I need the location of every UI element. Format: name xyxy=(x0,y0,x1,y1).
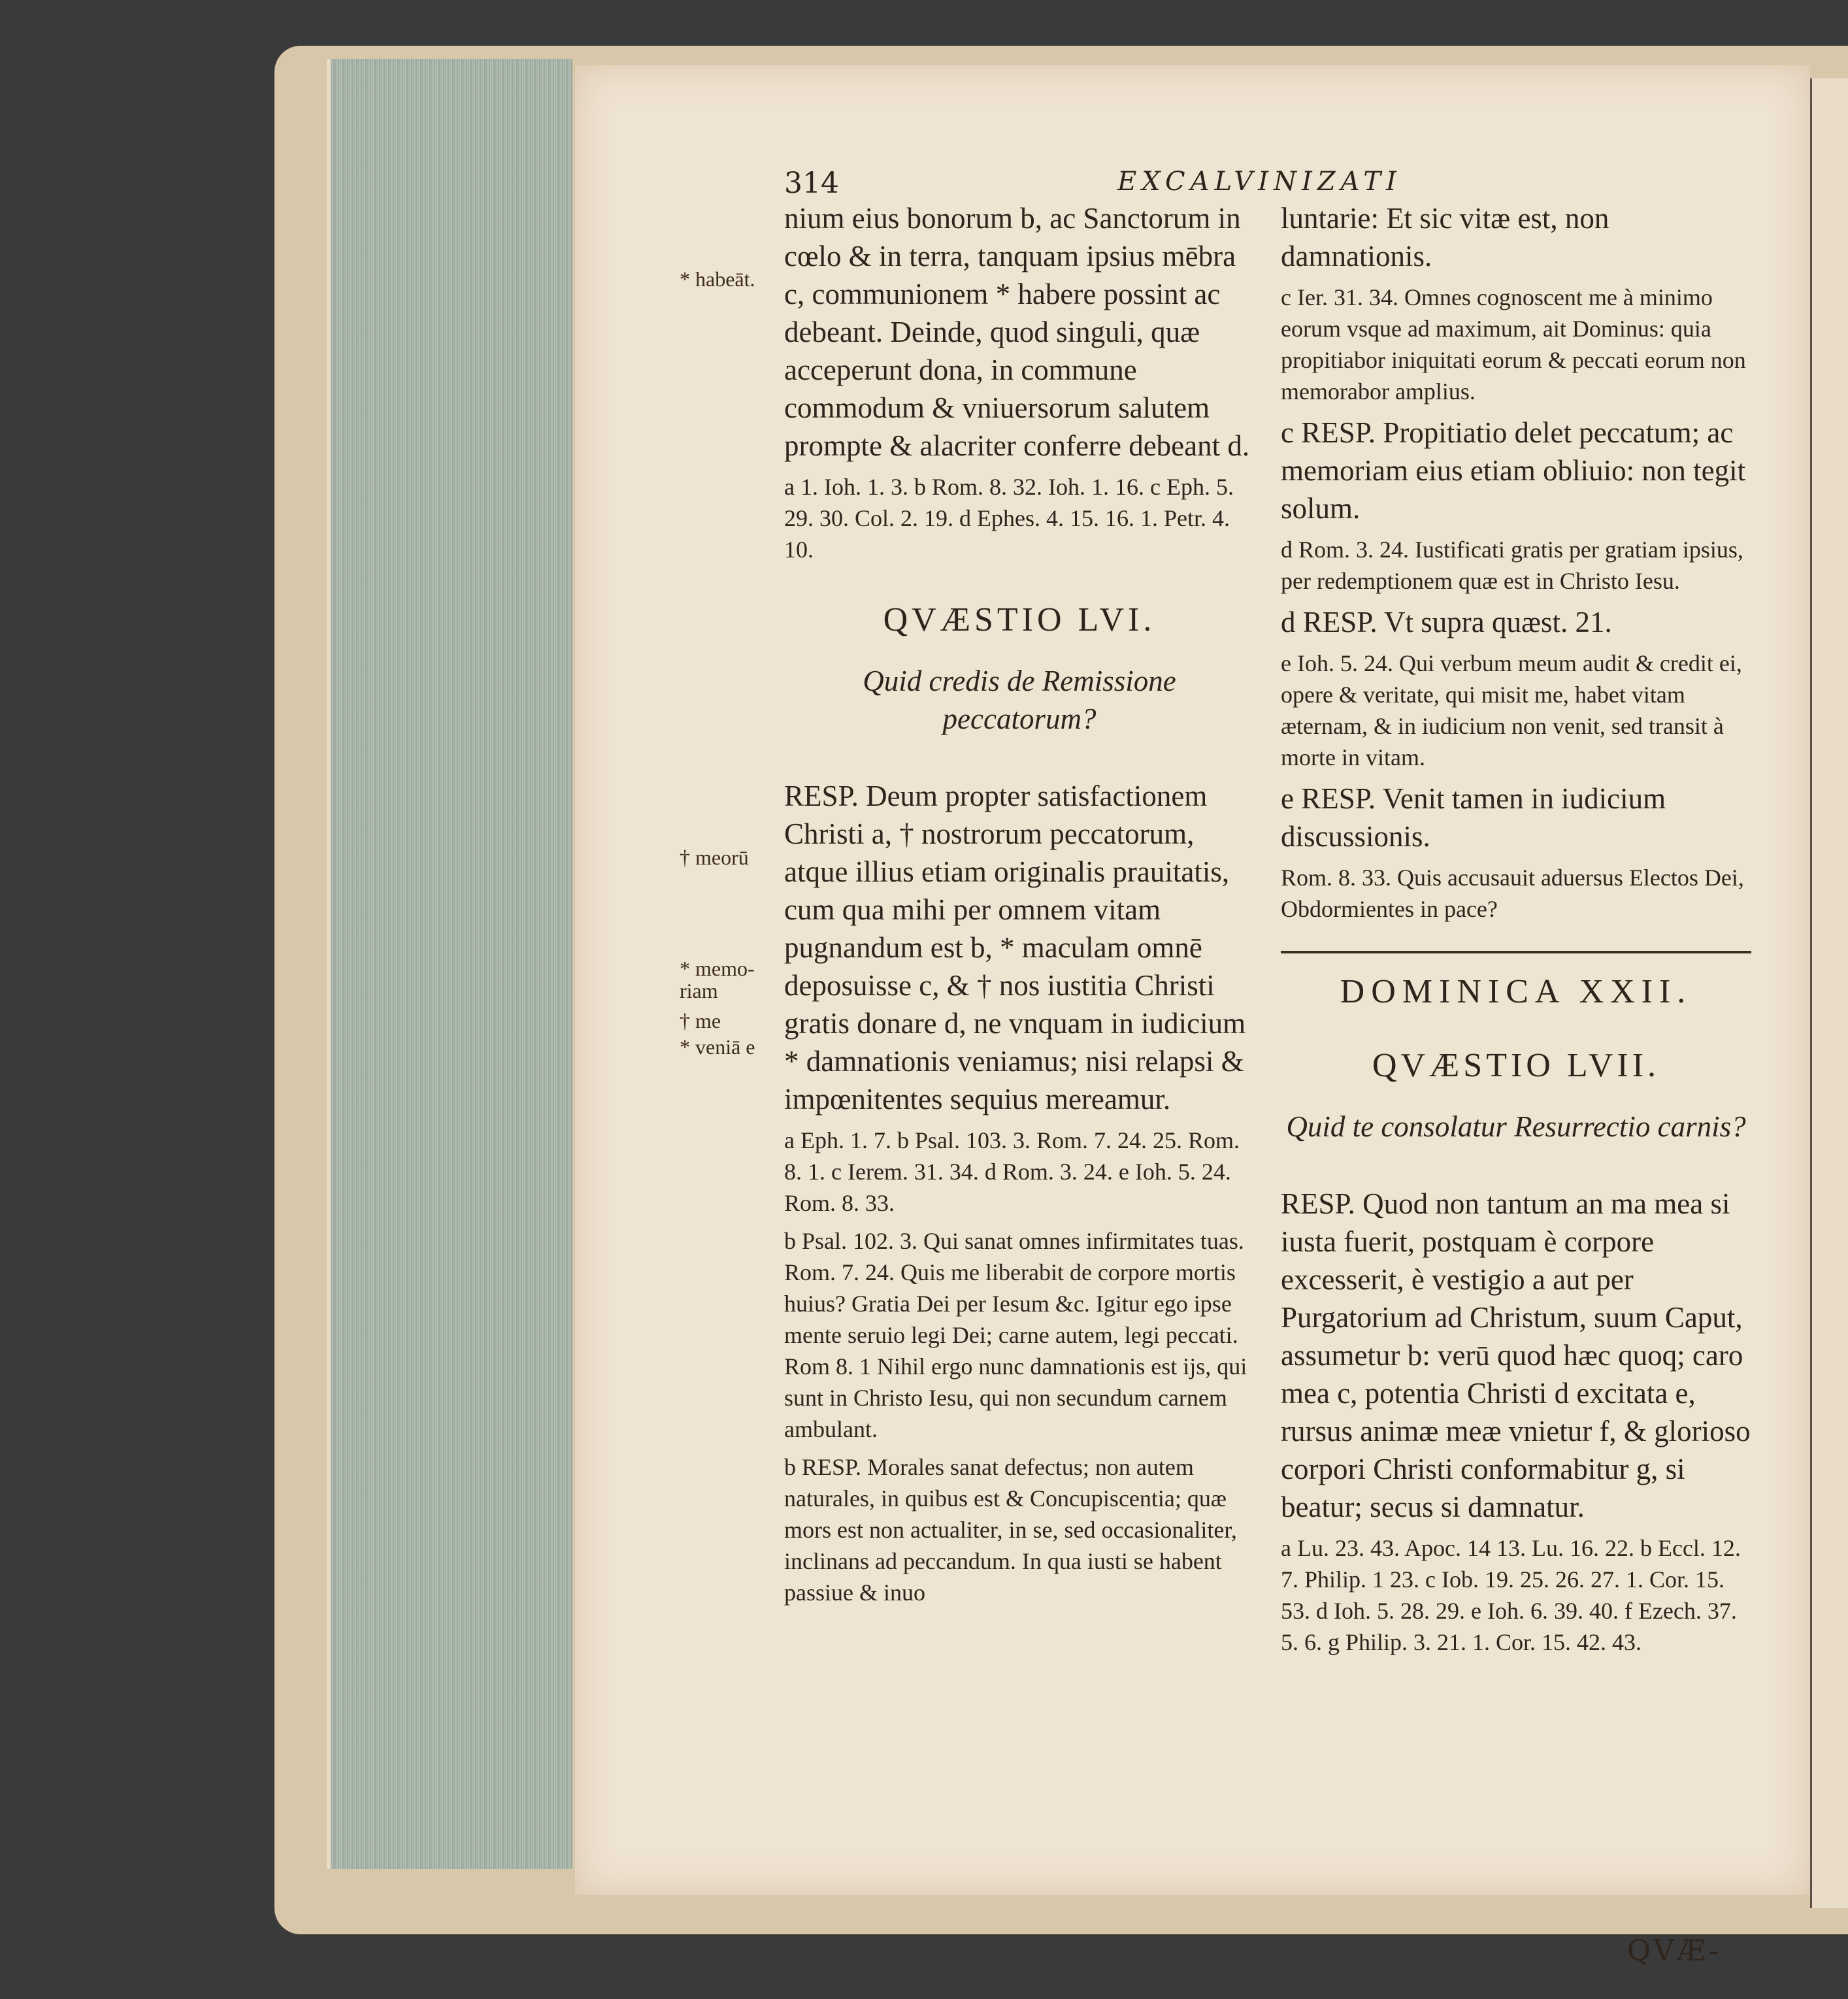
question-heading: QVÆSTIO LVII. xyxy=(1372,1047,1660,1084)
running-title: EXCALVINIZATI xyxy=(1117,167,1402,197)
footnote: c Ier. 31. 34. Omnes cognoscent me à minimo eorum vsque ad maximum, ait Dominus: quia propitiabor iniquitati eorum & peccati eorum non memorabor amplius. xyxy=(1281,284,1746,405)
continuation-text: luntarie: Et sic vitæ est, non damnationis. xyxy=(1281,202,1609,273)
right-column xyxy=(1281,199,1751,1664)
response-note: c RESP. Propitiatio delet peccatum; ac memoriam eius etiam obliuio: non tegit solum. xyxy=(1281,416,1746,525)
facing-page-edge xyxy=(1810,78,1848,1908)
references: a Lu. 23. 43. Apoc. 14 13. Lu. 16. 22. b Eccl. 12. 7. Philip. 1 23. c Iob. 19. 25. 26. 27. 1. Cor. 15. 53. d Ioh. 5. 28. 29. e Ioh. 6. 39. 40. f Ezech. 37. 5. 6. g Philip. 3. 21. 1. Cor. 15. 42. 43. xyxy=(1281,1535,1741,1655)
response-paragraph: RESP. Quod non tantum an ma mea si iusta fuerit, postquam è corpore excesserit, è vestigio a aut per Purgatorium ad Christum, suum Caput, assumetur b: verū quod hæc quoq; caro mea c, potentia Christi d excitata e, rursus animæ meæ vnietur f, & glorioso corpori Christi conformabitur g, si beatur; secus si damnatur. xyxy=(1281,1187,1751,1523)
question-text: Quid credis de Remissione peccatorum? xyxy=(863,665,1176,735)
left-column xyxy=(784,199,1255,1615)
margin-note: * veniā e xyxy=(680,1035,755,1059)
page-fore-edge xyxy=(327,59,572,1869)
margin-note: * habeāt. xyxy=(680,267,755,291)
footnote: b RESP. Morales sanat defectus; non autem naturales, in quibus est & Concupiscentia; quæ mors est non actualiter, in se, sed occasionaliter, inclinans ad peccandum. In qua iusti se habent passiue & inuo xyxy=(784,1454,1237,1606)
references: a Eph. 1. 7. b Psal. 103. 3. Rom. 7. 24. 25. Rom. 8. 1. c Ierem. 31. 34. d Rom. 3. 24. e Ioh. 5. 24. Rom. 8. 33. xyxy=(784,1127,1240,1216)
footnote: b Psal. 102. 3. Qui sanat omnes infirmitates tuas. Rom. 7. 24. Quis me liberabit de corpore mortis huius? Gratia Dei per Iesum &c. Igitur ego ipse mente seruio legi Dei; carne autem, legi peccati. Rom 8. 1 Nihil ergo nunc damnationis est ijs, qui sunt in Christo Iesu, qui non secundum carnem ambulant. xyxy=(784,1228,1247,1442)
question-text: Quid te consolatur Resurrectio carnis? xyxy=(1286,1110,1746,1143)
footnote: d Rom. 3. 24. Iustificati gratis per gratiam ipsius, per redemptionem quæ est in Christo Iesu. xyxy=(1281,537,1743,594)
section-rule xyxy=(1281,951,1751,953)
question-heading: QVÆSTIO LVI. xyxy=(883,601,1156,638)
margin-note: * memo-riam xyxy=(680,957,755,1002)
intro-references: a 1. Ioh. 1. 3. b Rom. 8. 32. Ioh. 1. 16. c Eph. 5. 29. 30. Col. 2. 19. d Ephes. 4. 15. 16. 1. Petr. 4. 10. xyxy=(784,474,1234,563)
page-number: 314 xyxy=(784,167,839,200)
dominica-heading: DOMINICA XXII. xyxy=(1340,973,1692,1010)
margin-note: † me xyxy=(680,1009,721,1033)
response-note: e RESP. Venit tamen in iudicium discussionis. xyxy=(1281,782,1666,853)
footnote: Rom. 8. 33. Quis accusauit aduersus Electos Dei, Obdormientes in pace? xyxy=(1281,865,1744,922)
margin-note: † meorū xyxy=(680,846,749,869)
catchword: QVÆ- xyxy=(1627,1934,1721,1968)
response-paragraph: RESP. Deum propter satisfactionem Christi a, † nostrorum peccatorum, atque illius etiam originalis prauitatis, cum qua mihi per omnem vitam pugnandum est b, * maculam omnē deposuisse c, & † nos iustitia Christi gratis donare d, ne vnquam in iudicium * damnationis veniamus; nisi relapsi & impœnitentes sequius mereamur. xyxy=(784,780,1246,1115)
response-note: d RESP. Vt supra quæst. 21. xyxy=(1281,606,1612,638)
intro-paragraph: nium eius bonorum b, ac Sanctorum in cœlo & in terra, tanquam ipsius mēbra c, communionem * habere possint ac debeant. Deinde, quod singuli, quæ acceperunt dona, in commune commodum & vniuersorum salutem prompte & alacriter conferre debeant d. xyxy=(784,202,1250,462)
footnote: e Ioh. 5. 24. Qui verbum meum audit & credit ei, opere & veritate, qui misit me, habet vitam æternam, & in iudicium non venit, sed transit à morte in vitam. xyxy=(1281,650,1742,770)
